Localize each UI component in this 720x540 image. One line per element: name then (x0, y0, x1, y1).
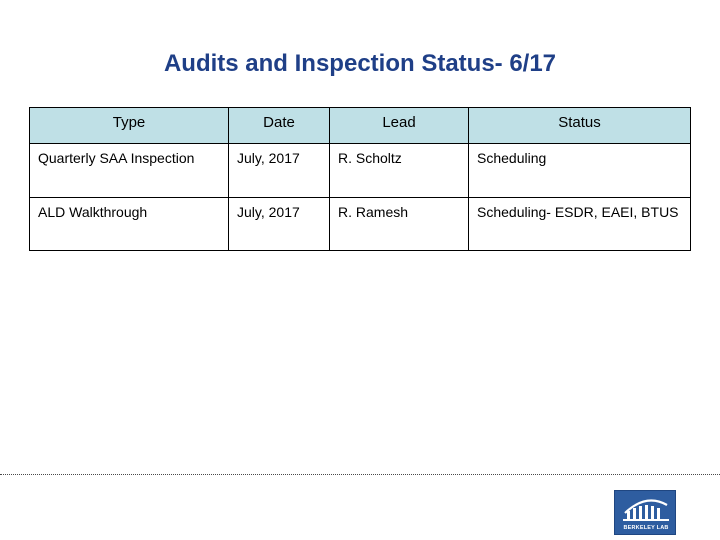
header-date: Date (229, 108, 330, 144)
header-type: Type (30, 108, 229, 144)
berkeley-lab-logo (614, 490, 676, 535)
table-row (30, 144, 691, 198)
cell-date: July, 2017 (229, 198, 330, 251)
cell-status: Scheduling (469, 144, 691, 198)
header-status: Status (469, 108, 691, 144)
cell-type: ALD Walkthrough (30, 198, 229, 251)
page-title: Audits and Inspection Status- 6/17 (163, 50, 557, 77)
cell-date: July, 2017 (229, 144, 330, 198)
footer-divider (0, 474, 720, 475)
cell-type: Quarterly SAA Inspection (30, 144, 229, 198)
cell-lead: R. Ramesh (330, 198, 469, 251)
status-table (29, 107, 691, 251)
cell-lead: R. Scholtz (330, 144, 469, 198)
berkeley-lab-building-icon (615, 491, 677, 525)
header-lead: Lead (330, 108, 469, 144)
table-row (30, 198, 691, 251)
table-header-row (30, 108, 691, 144)
cell-status: Scheduling- ESDR, EAEI, BTUS (469, 198, 691, 251)
logo-text: BERKELEY LAB (623, 525, 669, 531)
